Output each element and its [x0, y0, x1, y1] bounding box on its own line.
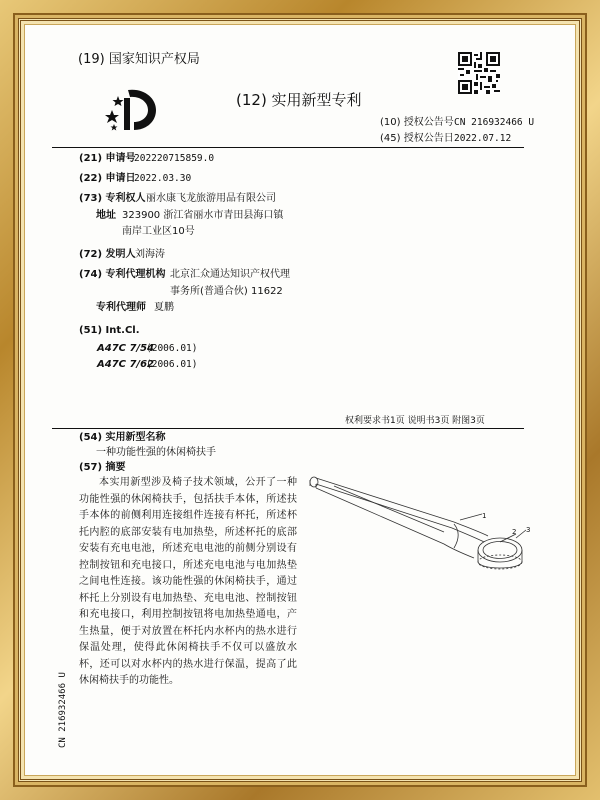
title-label: (54) 实用新型名称: [79, 432, 166, 443]
pub-no: CN 216932466 U: [454, 117, 535, 128]
agent: 夏鹏: [154, 302, 174, 313]
figure-label-2: 2: [512, 528, 517, 536]
pub-date: 2022.07.12: [454, 133, 512, 144]
qr-code-icon: [458, 52, 500, 94]
header-divider: [52, 147, 524, 148]
pub-no-label: (10) 授权公告号: [380, 117, 454, 128]
intcl-label: (51) Int.Cl.: [79, 325, 140, 336]
intcl-2-code: A47C 7/62: [97, 359, 155, 370]
app-date-label: (22) 申请日: [79, 173, 136, 184]
address-line1: 323900 浙江省丽水市青田县海口镇: [122, 210, 284, 221]
address-line2: 南岸工业区10号: [122, 226, 195, 237]
abstract-text: 本实用新型涉及椅子技术领域，公开了一种功能性强的休闲椅扶手，包括扶手本体，所述扶手本体的前侧利用连接组件连接有杯托，所述杯托内腔的底部安装有电加热垫，所述杯托的底部安装有充电电池，所述充电电池的前侧分别设有控制按钮和充电接口，所述充电电池与电加热垫之间电性连接。该功能性强的休闲椅扶手，通过杯托上分别设有电加热垫、充电电池、控制按钮和充电接口，利用控制按钮将电加热垫通电，产生热量，便于对放置在杯托内水杯内的热水进行保温处理，使得此休闲椅扶手不仅可以盛放水杯，还可以对水杯内的热水进行保温，提高了此休闲椅扶手的功能性。: [79, 477, 297, 686]
figure-label-1: 1: [482, 512, 487, 520]
inventor: 刘海涛: [135, 249, 165, 260]
intcl-2-version: (2006.01): [146, 359, 198, 370]
patentee: 丽水康飞龙旅游用品有限公司: [146, 193, 276, 204]
inventor-label: (72) 发明人: [79, 249, 136, 260]
side-publication-number: CN 216932466 U: [58, 672, 68, 748]
intcl-1-code: A47C 7/54: [97, 343, 155, 354]
agency-label: (74) 专利代理机构: [79, 269, 166, 280]
office-name: (19) 国家知识产权局: [78, 52, 200, 67]
armrest-drawing: [304, 458, 534, 578]
pages-info: 权利要求书1页 说明书3页 附图3页: [345, 416, 485, 426]
section-divider: [52, 428, 524, 429]
patentee-label: (73) 专利权人: [79, 193, 146, 204]
app-no: 202220715859.0: [134, 153, 215, 164]
abstract-label: (57) 摘要: [79, 462, 126, 473]
app-date: 2022.03.30: [134, 173, 192, 184]
figure-label-3: 3: [526, 526, 531, 534]
agency-line1: 北京汇众通达知识产权代理: [170, 269, 290, 280]
pub-date-label: (45) 授权公告日: [380, 133, 454, 144]
app-no-label: (21) 申请号: [79, 153, 136, 164]
agency-line2: 事务所(普通合伙) 11622: [170, 286, 283, 297]
utility-model-title: 一种功能性强的休闲椅扶手: [96, 447, 216, 458]
address-label: 地址: [96, 210, 116, 221]
intcl-1-version: (2006.01): [146, 343, 198, 354]
cnipa-logo-icon: [104, 84, 160, 134]
agent-label: 专利代理师: [96, 302, 146, 313]
document-type-title: (12) 实用新型专利: [236, 91, 362, 109]
